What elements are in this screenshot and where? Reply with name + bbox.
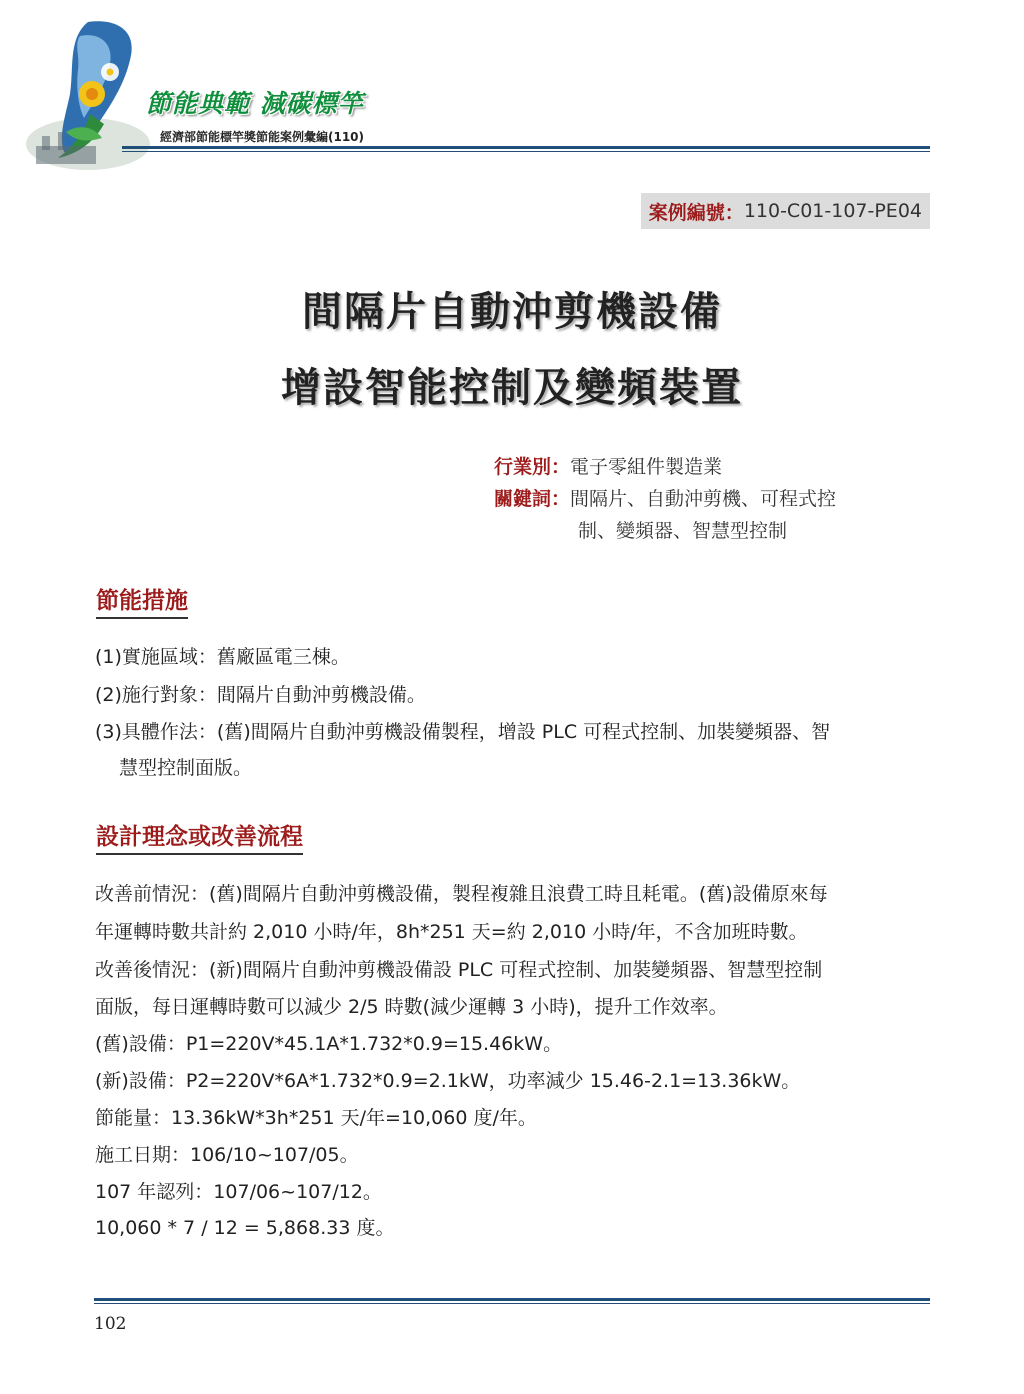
keywords-value-line1: 間隔片、自動沖剪機、可程式控: [570, 488, 837, 510]
design-line: 施工日期：106/10~107/05。: [95, 1144, 359, 1166]
design-line: (新)設備：P2=220V*6A*1.732*0.9=2.1kW，功率減少 15.46-2.1=13.36kW。: [95, 1070, 801, 1092]
design-line: 10,060 * 7 / 12 = 5,868.33 度。: [95, 1217, 395, 1239]
keywords-value-line2: 制、變頻器、智慧型控制: [578, 520, 788, 542]
measure-line: (2)施行對象：間隔片自動沖剪機設備。: [95, 684, 426, 706]
case-number-label: 案例編號：: [648, 201, 744, 224]
page-title-line1: 間隔片自動沖剪機設備: [302, 289, 722, 335]
header-divider: [122, 146, 930, 149]
header-divider-thin: [122, 151, 930, 152]
design-line: 年運轉時數共計約 2,010 小時/年，8h*251 天=約 2,010 小時/年，不含加班時數。: [95, 921, 808, 943]
measure-line: (1)實施區域：舊廠區電三棟。: [95, 646, 350, 668]
footer-divider-thin: [94, 1303, 930, 1304]
industry-value: 電子零組件製造業: [570, 456, 723, 478]
keywords-row: [494, 484, 836, 511]
design-line: (舊)設備：P1=220V*45.1A*1.732*0.9=15.46kW。: [95, 1033, 563, 1055]
measure-line: (3)具體作法：(舊)間隔片自動沖剪機設備製程，增設 PLC 可程式控制、加裝變頻器、智: [95, 721, 831, 743]
brand-title: 節能典範 減碳標竿: [146, 89, 364, 118]
design-line: 面版，每日運轉時數可以減少 2/5 時數(減少運轉 3 小時)，提升工作效率。: [95, 996, 728, 1018]
design-line: 改善前情況：(舊)間隔片自動沖剪機設備，製程複雜且浪費工時且耗電。(舊)設備原來每: [95, 883, 828, 905]
design-line: 節能量：13.36kW*3h*251 天/年=10,060 度/年。: [95, 1107, 537, 1129]
design-line: 改善後情況：(新)間隔片自動沖剪機設備設 PLC 可程式控制、加裝變頻器、智慧型控制: [95, 959, 823, 981]
design-line: 107 年認列：107/06~107/12。: [95, 1181, 382, 1203]
case-number-value: 110-C01-107-PE04: [743, 200, 922, 222]
industry-row: [494, 452, 722, 479]
section-heading-design: 設計理念或改善流程: [96, 818, 303, 855]
keywords-label: 關鍵詞：: [494, 488, 571, 510]
footer-divider: [94, 1298, 930, 1301]
page-title-line2: 增設智能控制及變頻裝置: [281, 365, 743, 411]
section-heading-measures: 節能措施: [96, 582, 188, 619]
case-number-badge: [641, 193, 930, 229]
page-number: 102: [94, 1314, 127, 1334]
measure-line: 慧型控制面版。: [119, 757, 253, 779]
industry-label: 行業別：: [494, 456, 571, 478]
brand-subtitle: 經濟部節能標竿獎節能案例彙編(110): [160, 130, 365, 144]
